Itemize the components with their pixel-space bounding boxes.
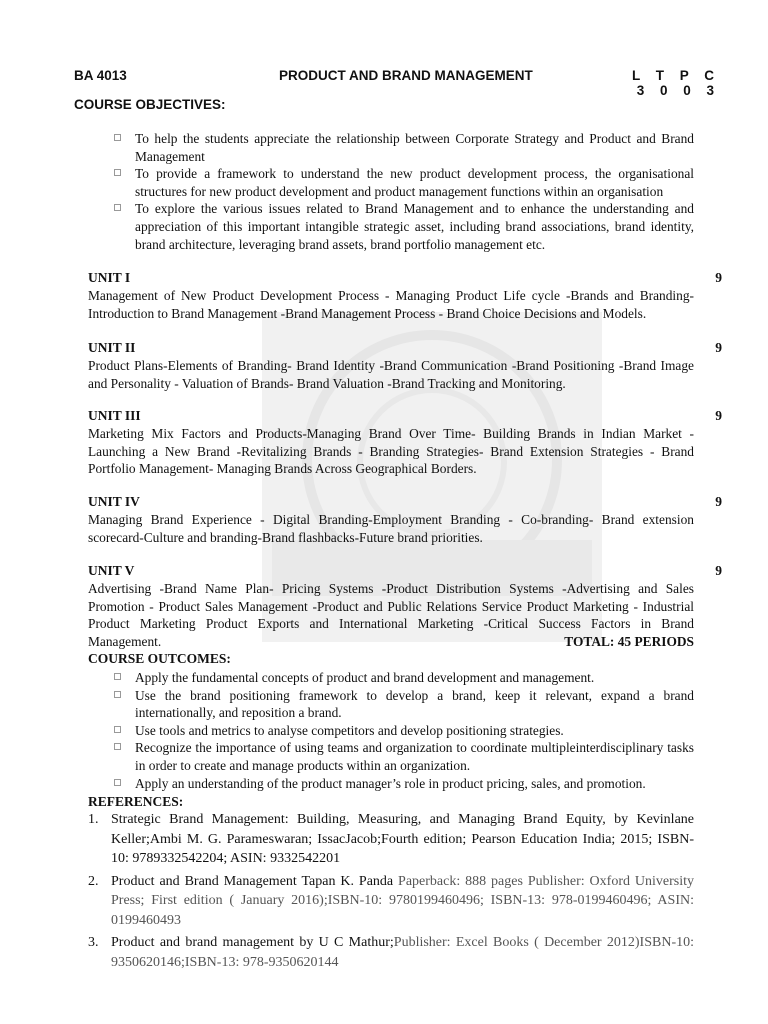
list-item: To provide a framework to understand the new product development process, the organisational structures for new product development and product management functions within an organisation	[112, 165, 694, 200]
bullet-box-icon	[114, 779, 121, 786]
ltpc-values: 3 0 0 3	[636, 83, 720, 98]
unit-hours: 9	[715, 563, 722, 578]
list-item: Apply an understanding of the product manager’s role in product pricing, sales, and promotion.	[112, 775, 694, 793]
course-code: BA 4013	[74, 68, 127, 83]
unit-text: Management of New Product Development Process - Managing Product Life cycle -Brands and Branding-Introduction to Brand Management -Brand Management Process - Brand Choice Decisions and Models.	[88, 288, 694, 321]
list-item: To help the students appreciate the relationship between Corporate Strategy and Product and Brand Management	[112, 130, 694, 165]
reference-number: 2.	[88, 873, 99, 889]
unit-text: Managing Brand Experience - Digital Branding-Employment Branding - Co-branding- Brand extension scorecard-Culture and branding-Brand flashbacks-Future brand priorities.	[88, 512, 694, 545]
unit-text: Marketing Mix Factors and Products-Managing Brand Over Time- Building Brands in Indian Market - Launching a New Brand -Revitalizing Brands - Branding Strategies- Brand Extension Strategies - Brand Portfolio Management- Managing Brands Across Geographical Borders.	[88, 426, 694, 477]
unit-4	[88, 493, 722, 546]
references-heading: REFERENCES:	[88, 794, 184, 809]
list-item: 1. Strategic Brand Management: Building, Measuring, and Managing Brand Equity, by Kevinlane Keller;Ambi M. G. Parameswaran; IssacJacob;Fourth edition; Pearson Education India; 2015; ISBN-10: 9789332542204; ASIN: 9332542201	[88, 812, 694, 866]
objectives-list	[112, 130, 694, 253]
list-item: 2. Product and Brand Management Tapan K. Panda Paperback: 888 pages Publisher: Oxford University Press; First edition ( January 2016);ISBN-10: 9780199460496; ISBN-13: 978-0199460496; ASIN: 0199460493	[88, 873, 694, 928]
bullet-box-icon	[114, 134, 121, 141]
unit-title: UNIT III	[88, 408, 141, 423]
unit-title: UNIT II	[88, 340, 136, 355]
bullet-box-icon	[114, 691, 121, 698]
unit-title: UNIT IV	[88, 494, 140, 509]
unit-hours: 9	[715, 494, 722, 509]
list-item: Use the brand positioning framework to develop a brand, keep it relevant, expand a brand internationally, and reposition a brand.	[112, 687, 694, 722]
list-item: 3. Product and brand management by U C Mathur;Publisher: Excel Books ( December 2012)ISBN-10: 9350620146;ISBN-13: 978-9350620144	[88, 935, 694, 970]
bullet-box-icon	[114, 673, 121, 680]
unit-hours: 9	[715, 340, 722, 355]
reference-number: 3.	[88, 935, 99, 950]
total-periods: TOTAL: 45 PERIODS	[564, 633, 694, 649]
unit-text: Advertising -Brand Name Plan- Pricing Systems -Product Distribution Systems -Advertising and Sales Promotion - Product Sales Management -Product and Public Relations Service Product Marketing - Industrial Product Marketing Product Exports and International Marketing -Critical Success Factors in Brand Management. TOTAL: 45 PERIODS	[88, 581, 694, 649]
outcomes-heading: COURSE OUTCOMES:	[88, 651, 231, 666]
objectives-heading: COURSE OBJECTIVES:	[74, 97, 226, 112]
list-item: Apply the fundamental concepts of product and brand development and management.	[112, 669, 694, 687]
bullet-box-icon	[114, 204, 121, 211]
ltpc-label: L T P C	[631, 68, 720, 83]
ltpc-block	[632, 68, 720, 98]
unit-5	[88, 562, 722, 650]
outcomes-list	[112, 669, 694, 792]
unit-title: UNIT I	[88, 270, 131, 285]
course-title: PRODUCT AND BRAND MANAGEMENT	[279, 68, 533, 83]
bullet-box-icon	[114, 726, 121, 733]
unit-title: UNIT V	[88, 563, 135, 578]
unit-hours: 9	[715, 408, 722, 423]
list-item: Recognize the importance of using teams and organization to coordinate multipleinterdisciplinary tasks in order to create and manage products within an organization.	[112, 739, 694, 774]
list-item: To explore the various issues related to Brand Management and to enhance the understanding and appreciation of this important intangible strategic asset, including brand associations, brand identity, brand architecture, leveraging brand assets, brand portfolio management etc.	[112, 200, 694, 253]
unit-2	[88, 339, 722, 392]
unit-3	[88, 407, 722, 478]
references-list	[88, 810, 694, 975]
unit-1	[88, 269, 722, 322]
unit-hours: 9	[715, 270, 722, 285]
bullet-box-icon	[114, 743, 121, 750]
unit-text: Product Plans-Elements of Branding- Brand Identity -Brand Communication -Brand Positioning -Brand Image and Personality - Valuation of Brands- Brand Valuation -Brand Tracking and Monitoring.	[88, 358, 694, 391]
reference-number: 1.	[88, 812, 99, 827]
list-item: Use tools and metrics to analyse competitors and develop positioning strategies.	[112, 722, 694, 740]
bullet-box-icon	[114, 169, 121, 176]
